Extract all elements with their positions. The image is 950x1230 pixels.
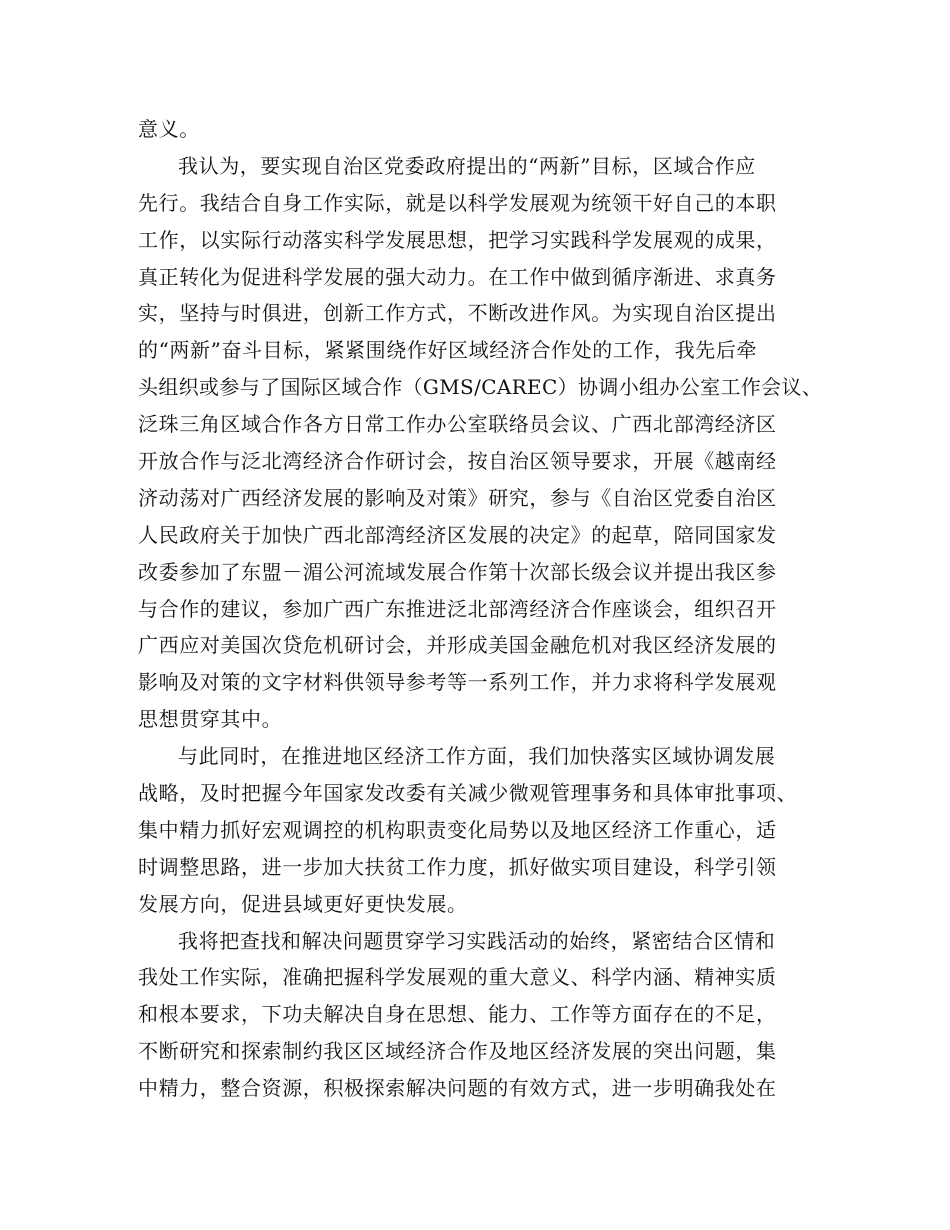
text-line: 影响及对策的文字材料供领导参考等一系列工作，并力求将科学发展观 bbox=[138, 670, 777, 695]
text-line: 真正转化为促进科学发展的强大动力。在工作中做到循序渐进、求真务 bbox=[138, 264, 777, 289]
text-line: 头组织或参与了国际区域合作（GMS/CAREC）协调小组办公室工作会议、 bbox=[138, 375, 823, 400]
text-line: 的“两新”奋斗目标，紧紧围绕作好区域经济合作处的工作，我先后牵 bbox=[138, 338, 758, 363]
text-line: 济动荡对广西经济发展的影响及对策》研究，参与《自治区党委自治区 bbox=[138, 485, 777, 510]
text-line: 开放合作与泛北湾经济合作研讨会，按自治区领导要求，开展《越南经 bbox=[138, 449, 777, 474]
text-line: 集中精力抓好宏观调控的机构职责变化局势以及地区经济工作重心，适 bbox=[138, 817, 777, 842]
text-line: 泛珠三角区域合作各方日常工作办公室联络员会议、广西北部湾经济区 bbox=[138, 412, 777, 437]
text-line: 我认为，要实现自治区党委政府提出的“两新”目标，区域合作应 bbox=[178, 153, 756, 178]
text-line: 实，坚持与时俱进，创新工作方式，不断改进作风。为实现自治区提出 bbox=[138, 301, 777, 326]
text-line: 发展方向，促进县域更好更快发展。 bbox=[138, 891, 468, 916]
text-line: 广西应对美国次贷危机研讨会，并形成美国金融危机对我区经济发展的 bbox=[138, 633, 777, 658]
text-line: 时调整思路，进一步加大扶贫工作力度，抓好做实项目建设，科学引领 bbox=[138, 854, 777, 879]
text-line: 我处工作实际，准确把握科学发展观的重大意义、科学内涵、精神实质 bbox=[138, 965, 777, 990]
text-line: 和根本要求，下功夫解决自身在思想、能力、工作等方面存在的不足， bbox=[138, 1002, 777, 1027]
document-body bbox=[138, 111, 828, 1107]
text-line: 与此同时，在推进地区经济工作方面，我们加快落实区域协调发展 bbox=[178, 744, 776, 769]
text-line: 人民政府关于加快广西北部湾经济区发展的决定》的起草，陪同国家发 bbox=[138, 522, 777, 547]
text-line: 战略，及时把握今年国家发改委有关减少微观管理事务和具体审批事项、 bbox=[138, 781, 798, 806]
text-line: 我将把查找和解决问题贯穿学习实践活动的始终，紧密结合区情和 bbox=[178, 928, 776, 953]
text-line: 先行。我结合自身工作实际，就是以科学发展观为统领干好自己的本职 bbox=[138, 190, 777, 215]
text-line: 不断研究和探索制约我区区域经济合作及地区经济发展的突出问题，集 bbox=[138, 1039, 777, 1064]
text-line: 改委参加了东盟－湄公河流域发展合作第十次部长级会议并提出我区参 bbox=[138, 559, 777, 584]
text-line: 工作，以实际行动落实科学发展思想，把学习实践科学发展观的成果， bbox=[138, 227, 777, 252]
text-line: 中精力，整合资源，积极探索解决问题的有效方式，进一步明确我处在 bbox=[138, 1076, 777, 1101]
text-line: 思想贯穿其中。 bbox=[138, 707, 283, 732]
text-line: 意义。 bbox=[138, 117, 200, 141]
text-line: 与合作的建议，参加广西广东推进泛北部湾经济合作座谈会，组织召开 bbox=[138, 596, 777, 621]
